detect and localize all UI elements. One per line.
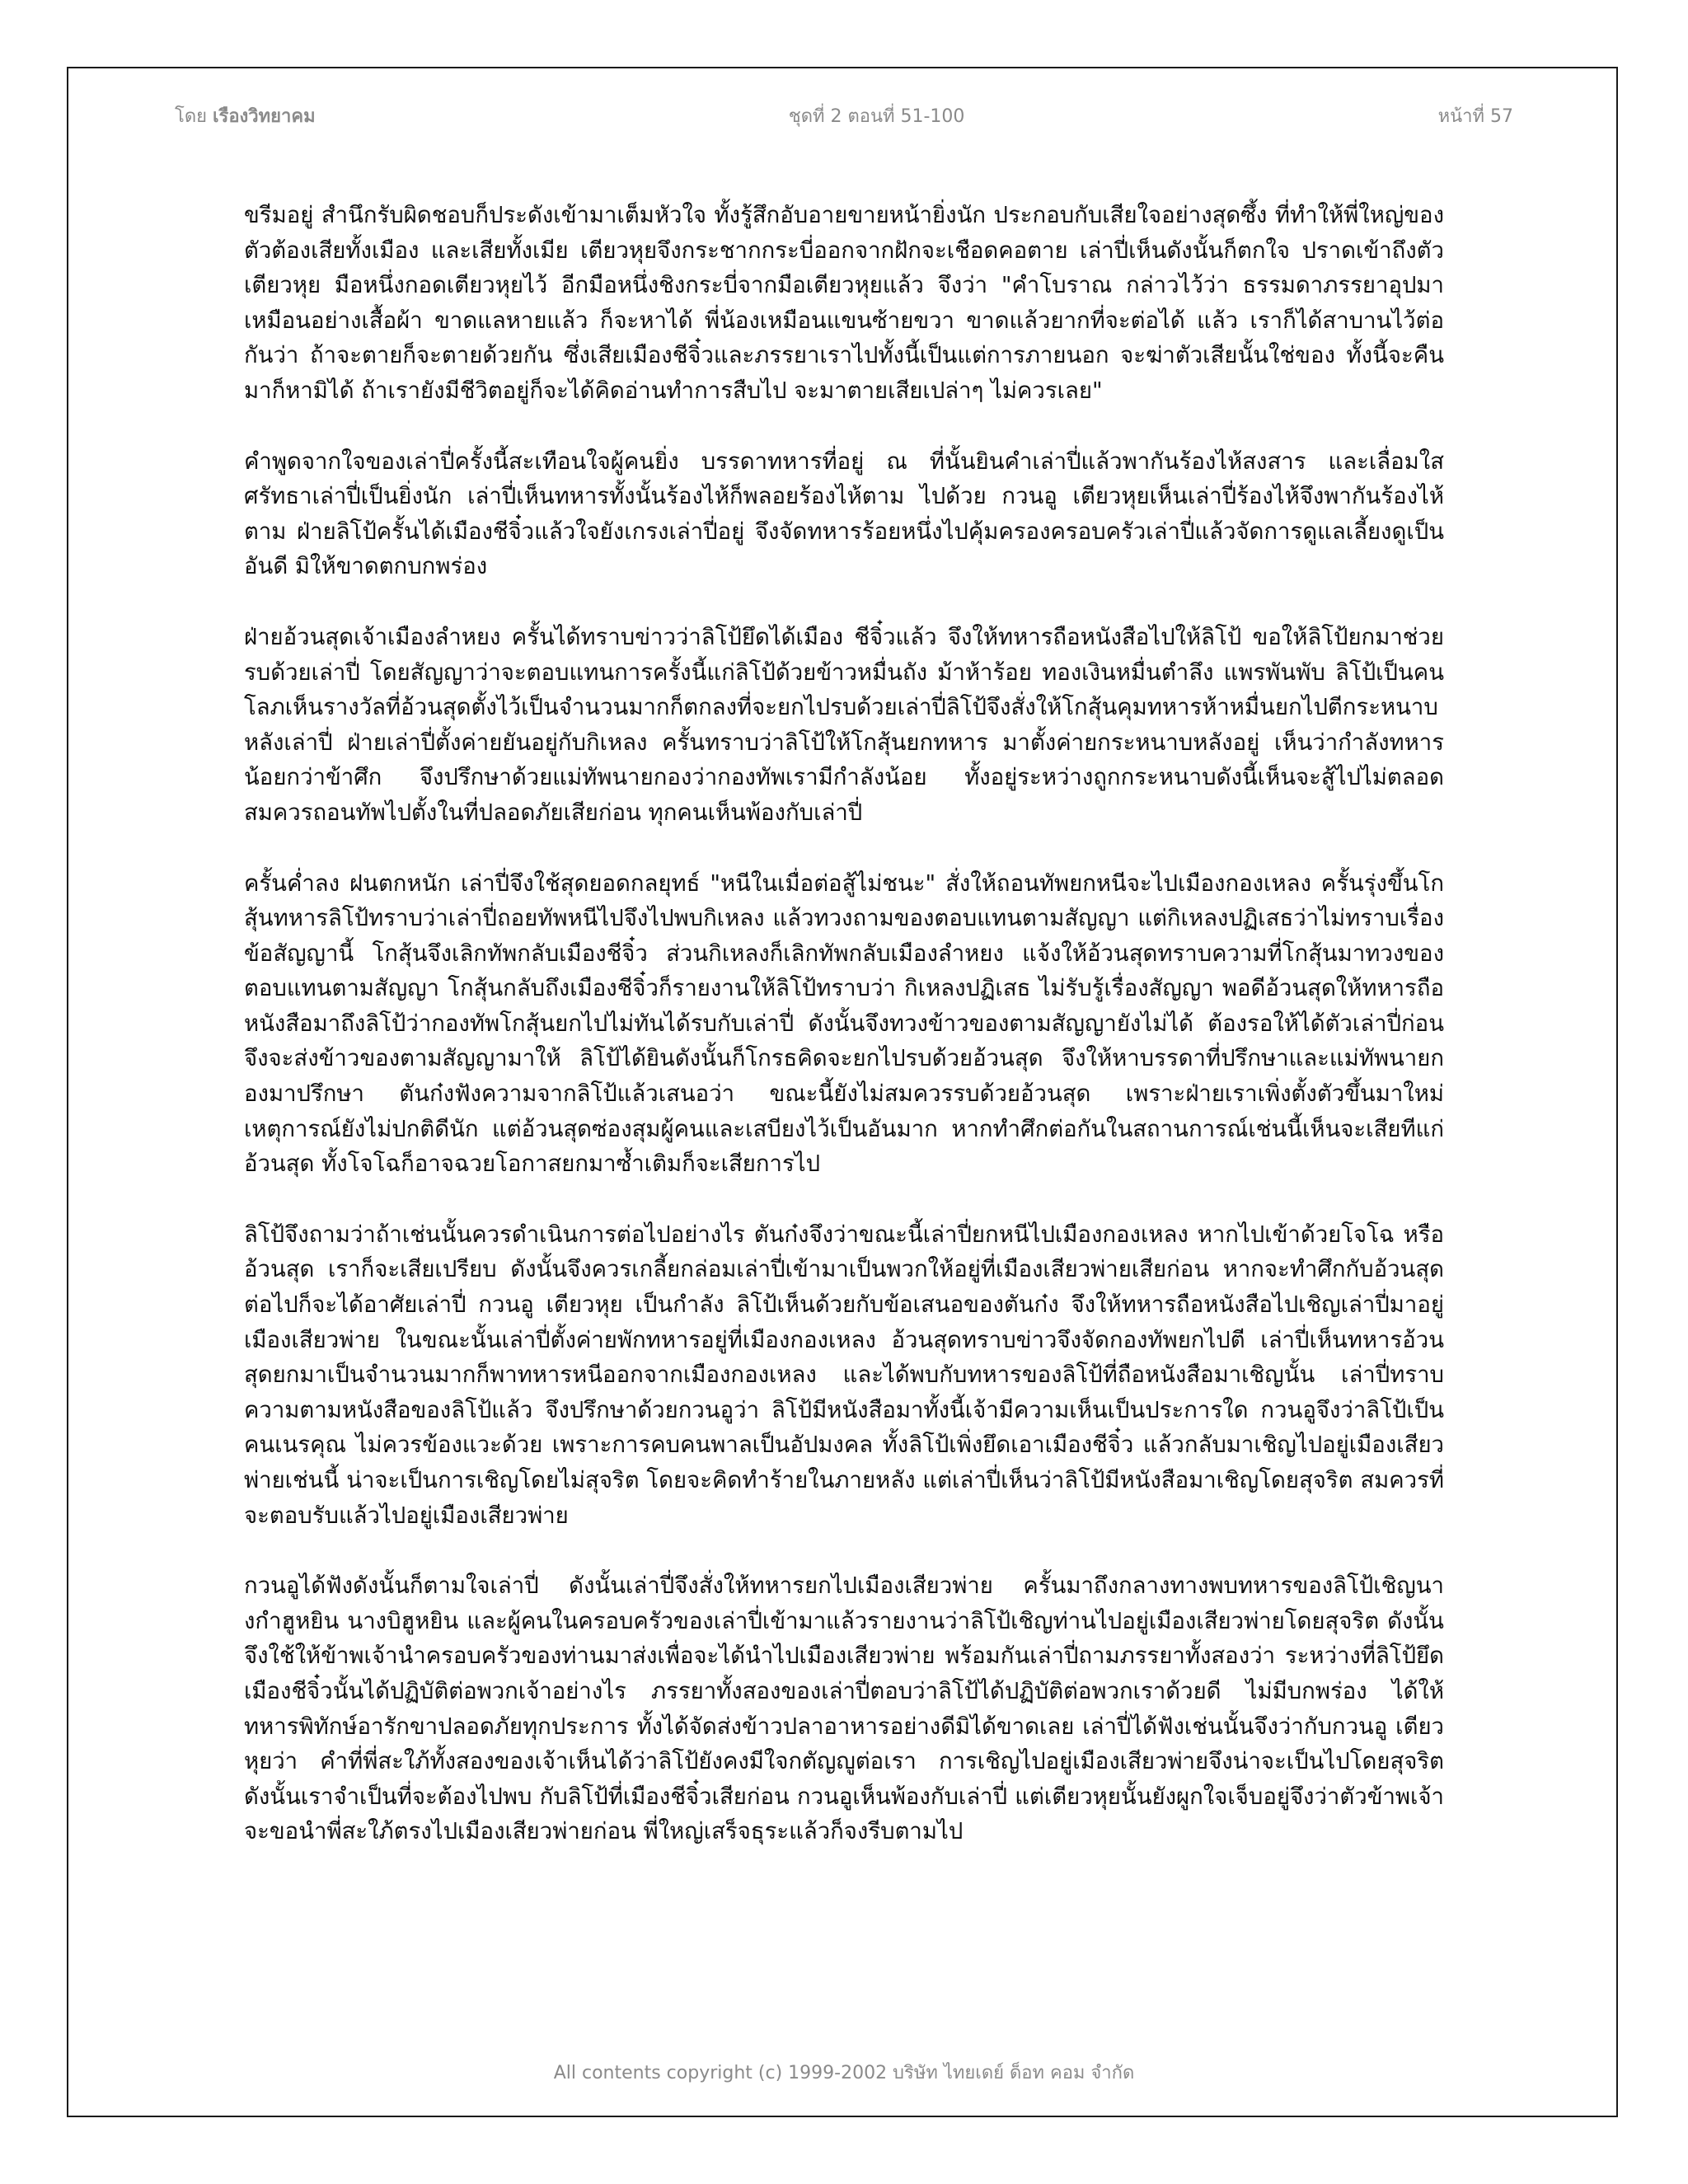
copyright-footer: All contents copyright (c) 1999-2002 บริษัท ไทยเดย์ ด็อท คอม จำกัด xyxy=(553,2063,1135,2083)
paragraph-4: ครั้นค่ำลง ฝนตกหนัก เล่าปี่จึงใช้สุดยอดกลยุทธ์ "หนีในเมื่อต่อสู้ไม่ชนะ" สั่งให้ถอนทัพยกหนีจะไปเมืองกองเหลง ครั้นรุ่งขึ้นโกสุ้นทหารลิโป้ทราบว่าเล่าปี่ถอยทัพหนีไปจึงไปพบกิเหลง แล้วทวงถามของตอบแทนตามสัญญา แต่กิเหลงปฏิเสธว่าไม่ทราบเรื่องข้อสัญญานี้ โกสุ้นจึงเลิกทัพกลับเมืองชีจิ๋ว ส่วนกิเหลงก็เลิกทัพกลับเมืองลำหยง แจ้งให้อ้วนสุดทราบความที่โกสุ้นมาทวงของตอบแทนตามสัญญา โกสุ้นกลับถึงเมืองชีจิ๋วก็รายงานให้ลิโป้ทราบว่า กิเหลงปฏิเสธ ไม่รับรู้เรื่องสัญญา พอดีอ้วนสุดให้ทหารถือหนังสือมาถึงลิโป้ว่ากองทัพโกสุ้นยกไปไม่ทันได้รบกับเล่าปี่ ดังนั้นจึงทวงข้าวของตามสัญญายังไม่ได้ ต้องรอให้ได้ตัวเล่าปี่ก่อนจึงจะส่งข้าวของตามสัญญามาให้ ลิโป้ได้ยินดังนั้นก็โกรธคิดจะยกไปรบด้วยอ้วนสุด จึงให้หาบรรดาที่ปรึกษาและแม่ทัพนายกองมาปรึกษา ตันก๋งฟังความจากลิโป้แล้วเสนอว่า ขณะนี้ยังไม่สมควรรบด้วยอ้วนสุด เพราะฝ่ายเราเพิ่งตั้งตัวขึ้นมาใหม่ เหตุการณ์ยังไม่ปกติดีนัก แต่อ้วนสุดซ่องสุมผู้คนและเสบียงไว้เป็นอันมาก หากทำศึกต่อกันในสถานการณ์เช่นนี้เห็นจะเสียทีแก่อ้วนสุด ทั้งโจโฉก็อาจฉวยโอกาสยกมาซ้ำเติมก็จะเสียการไป xyxy=(244,869,1444,1178)
running-header xyxy=(175,101,1513,130)
author-prefix: โดย xyxy=(175,105,207,127)
header-series: ชุดที่ 2 ตอนที่ 51-100 xyxy=(788,105,965,127)
author-name: เรืองวิทยาคม xyxy=(213,105,316,127)
paragraph-1: ขรีมอยู่ สำนึกรับผิดชอบก็ประดังเข้ามาเต็มหัวใจ ทั้งรู้สึกอับอายขายหน้ายิ่งนัก ประกอบกับเสียใจอย่างสุดซึ้ง ที่ทำให้พี่ใหญ่ของตัวต้องเสียทั้งเมือง และเสียทั้งเมีย เตียวหุยจึงกระชากกระบี่ออกจากฝักจะเชือดคอตาย เล่าปี่เห็นดังนั้นก็ตกใจ ปราดเข้าถึงตัวเตียวหุย มือหนึ่งกอดเตียวหุยไว้ อีกมือหนึ่งชิงกระบี่จากมือเตียวหุยแล้ว จึงว่า "คำโบราณ กล่าวไว้ว่า ธรรมดาภรรยาอุปมาเหมือนอย่างเสื้อผ้า ขาดแลหายแล้ว ก็จะหาได้ พี่น้องเหมือนแขนซ้ายขวา ขาดแล้วยากที่จะต่อได้ แล้ว เราก็ได้สาบานไว้ต่อกันว่า ถ้าจะตายก็จะตายด้วยกัน ซึ่งเสียเมืองชีจิ๋วและภรรยาเราไปทั้งนี้เป็นแต่การภายนอก จะฆ่าตัวเสียนั้นใช่ของ ทั้งนี้จะคืนมาก็หามิได้ ถ้าเรายังมีชีวิตอยู่ก็จะได้คิดอ่านทำการสืบไป จะมาตายเสียเปล่าๆ ไม่ควรเลย" xyxy=(244,202,1444,404)
body-text xyxy=(244,198,1444,1885)
paragraph-5: ลิโป้จึงถามว่าถ้าเช่นนั้นควรดำเนินการต่อไปอย่างไร ตันก๋งจึงว่าขณะนี้เล่าปี่ยกหนีไปเมืองกองเหลง หากไปเข้าด้วยโจโฉ หรืออ้วนสุด เราก็จะเสียเปรียบ ดังนั้นจึงควรเกลี้ยกล่อมเล่าปี่เข้ามาเป็นพวกให้อยู่ที่เมืองเสียวพ่ายเสียก่อน หากจะทำศึกกับอ้วนสุดต่อไปก็จะได้อาศัยเล่าปี่ กวนอู เตียวหุย เป็นกำลัง ลิโป้เห็นด้วยกับข้อเสนอของตันก๋ง จึงให้ทหารถือหนังสือไปเชิญเล่าปี่มาอยู่เมืองเสียวพ่าย ในขณะนั้นเล่าปี่ตั้งค่ายพักทหารอยู่ที่เมืองกองเหลง อ้วนสุดทราบข่าวจึงจัดกองทัพยกไปตี เล่าปี่เห็นทหารอ้วนสุดยกมาเป็นจำนวนมากก็พาทหารหนีออกจากเมืองกองเหลง และได้พบกับทหารของลิโป้ที่ถือหนังสือมาเชิญนั้น เล่าปี่ทราบความตามหนังสือของลิโป้แล้ว จึงปรึกษาด้วยกวนอูว่า ลิโป้มีหนังสือมาทั้งนี้เจ้ามีความเห็นเป็นประการใด กวนอูจึงว่าลิโป้เป็นคนเนรคุณ ไม่ควรข้องแวะด้วย เพราะการคบคนพาลเป็นอัปมงคล ทั้งลิโป้เพิ่งยึดเอาเมืองชีจิ๋ว แล้วกลับมาเชิญไปอยู่เมืองเสียวพ่ายเช่นนี้ น่าจะเป็นการเชิญโดยไม่สุจริต โดยจะคิดทำร้ายในภายหลัง แต่เล่าปี่เห็นว่าลิโป้มีหนังสือมาเชิญโดยสุจริต สมควรที่จะตอบรับแล้วไปอยู่เมืองเสียวพ่าย xyxy=(244,1221,1444,1529)
paragraph-6: กวนอูได้ฟังดังนั้นก็ตามใจเล่าปี่ ดังนั้นเล่าปี่จึงสั่งให้ทหารยกไปเมืองเสียวพ่าย ครั้นมาถึงกลางทางพบทหารของลิโป้เชิญนางกำฮูหยิน นางบิฮูหยิน และผู้คนในครอบครัวของเล่าปี่เข้ามาแล้วรายงานว่าลิโป้เชิญท่านไปอยู่เมืองเสียวพ่ายโดยสุจริต ดังนั้น จึงใช้ให้ข้าพเจ้านำครอบครัวของท่านมาส่งเพื่อจะได้นำไปเมืองเสียวพ่าย พร้อมกันเล่าปี่ถามภรรยาทั้งสองว่า ระหว่างที่ลิโป้ยึดเมืองชีจิ๋วนั้นได้ปฏิบัติต่อพวกเจ้าอย่างไร ภรรยาทั้งสองของเล่าปี่ตอบว่าลิโป้ได้ปฏิบัติต่อพวกเราด้วยดี ไม่มีบกพร่อง ได้ให้ทหารพิทักษ์อารักขาปลอดภัยทุกประการ ทั้งได้จัดส่งข้าวปลาอาหารอย่างดีมิได้ขาดเลย เล่าปี่ได้ฟังเช่นนั้นจึงว่ากับกวนอู เตียวหุยว่า คำที่พี่สะใภ้ทั้งสองของเจ้าเห็นได้ว่าลิโป้ยังคงมีใจกตัญญูต่อเรา การเชิญไปอยู่เมืองเสียวพ่ายจึงน่าจะเป็นไปโดยสุจริต ดังนั้นเราจำเป็นที่จะต้องไปพบ กับลิโป้ที่เมืองชีจิ๋วเสียก่อน กวนอูเห็นพ้องกับเล่าปี่ แต่เตียวหุยนั้นยังผูกใจเจ็บอยู่จึงว่าตัวข้าพเจ้าจะขอนำพี่สะใภ้ตรงไปเมืองเสียวพ่ายก่อน พี่ใหญ่เสร็จธุระแล้วก็จงรีบตามไป xyxy=(244,1572,1444,1845)
header-page-number: หน้าที่ 57 xyxy=(1437,105,1513,127)
paragraph-2: คำพูดจากใจของเล่าปี่ครั้งนี้สะเทือนใจผู้คนยิ่ง บรรดาทหารที่อยู่ ณ ที่นั้นยินคำเล่าปี่แล้วพากันร้องไห้สงสาร และเลื่อมใสศรัทธาเล่าปี่เป็นยิ่งนัก เล่าปี่เห็นทหารทั้งนั้นร้องไห้ก็พลอยร้องไห้ตาม ไปด้วย กวนอู เตียวหุยเห็นเล่าปี่ร้องไห้จึงพากันร้องไห้ตาม ฝ่ายลิโป้ครั้นได้เมืองชีจิ๋วแล้วใจยังเกรงเล่าปี่อยู่ จึงจัดทหารร้อยหนึ่งไปคุ้มครองครอบครัวเล่าปี่แล้วจัดการดูแลเลี้ยงดูเป็นอันดี มิให้ขาดตกบกพร่อง xyxy=(244,448,1444,580)
paragraph-3: ฝ่ายอ้วนสุดเจ้าเมืองลำหยง ครั้นได้ทราบข่าวว่าลิโป้ยึดได้เมือง ชีจิ๋วแล้ว จึงให้ทหารถือหนังสือไปให้ลิโป้ ขอให้ลิโป้ยกมาช่วยรบด้วยเล่าปี่ โดยสัญญาว่าจะตอบแทนการครั้งนี้แก่ลิโป้ด้วยข้าวหมื่นถัง ม้าห้าร้อย ทองเงินหมื่นตำลึง แพรพันพับ ลิโป้เป็นคนโลภเห็นรางวัลที่อ้วนสุดตั้งไว้เป็นจำนวนมากก็ตกลงที่จะยกไปรบด้วยเล่าปี่ลิโป้จึงสั่งให้โกสุ้นคุมทหารห้าหมื่นยกไปตีกระหนาบหลังเล่าปี่ ฝ่ายเล่าปี่ตั้งค่ายยันอยู่กับกิเหลง ครั้นทราบว่าลิโป้ให้โกสุ้นยกทหาร มาตั้งค่ายกระหนาบหลังอยู่ เห็นว่ากำลังทหารน้อยกว่าข้าศึก จึงปรึกษาด้วยแม่ทัพนายกองว่ากองทัพเรามีกำลังน้อย ทั้งอยู่ระหว่างถูกกระหนาบดังนี้เห็นจะสู้ไปไม่ตลอด สมควรถอนทัพไปตั้งในที่ปลอดภัยเสียก่อน ทุกคนเห็นพ้องกับเล่าปี่ xyxy=(244,623,1444,826)
header-author xyxy=(175,101,316,130)
